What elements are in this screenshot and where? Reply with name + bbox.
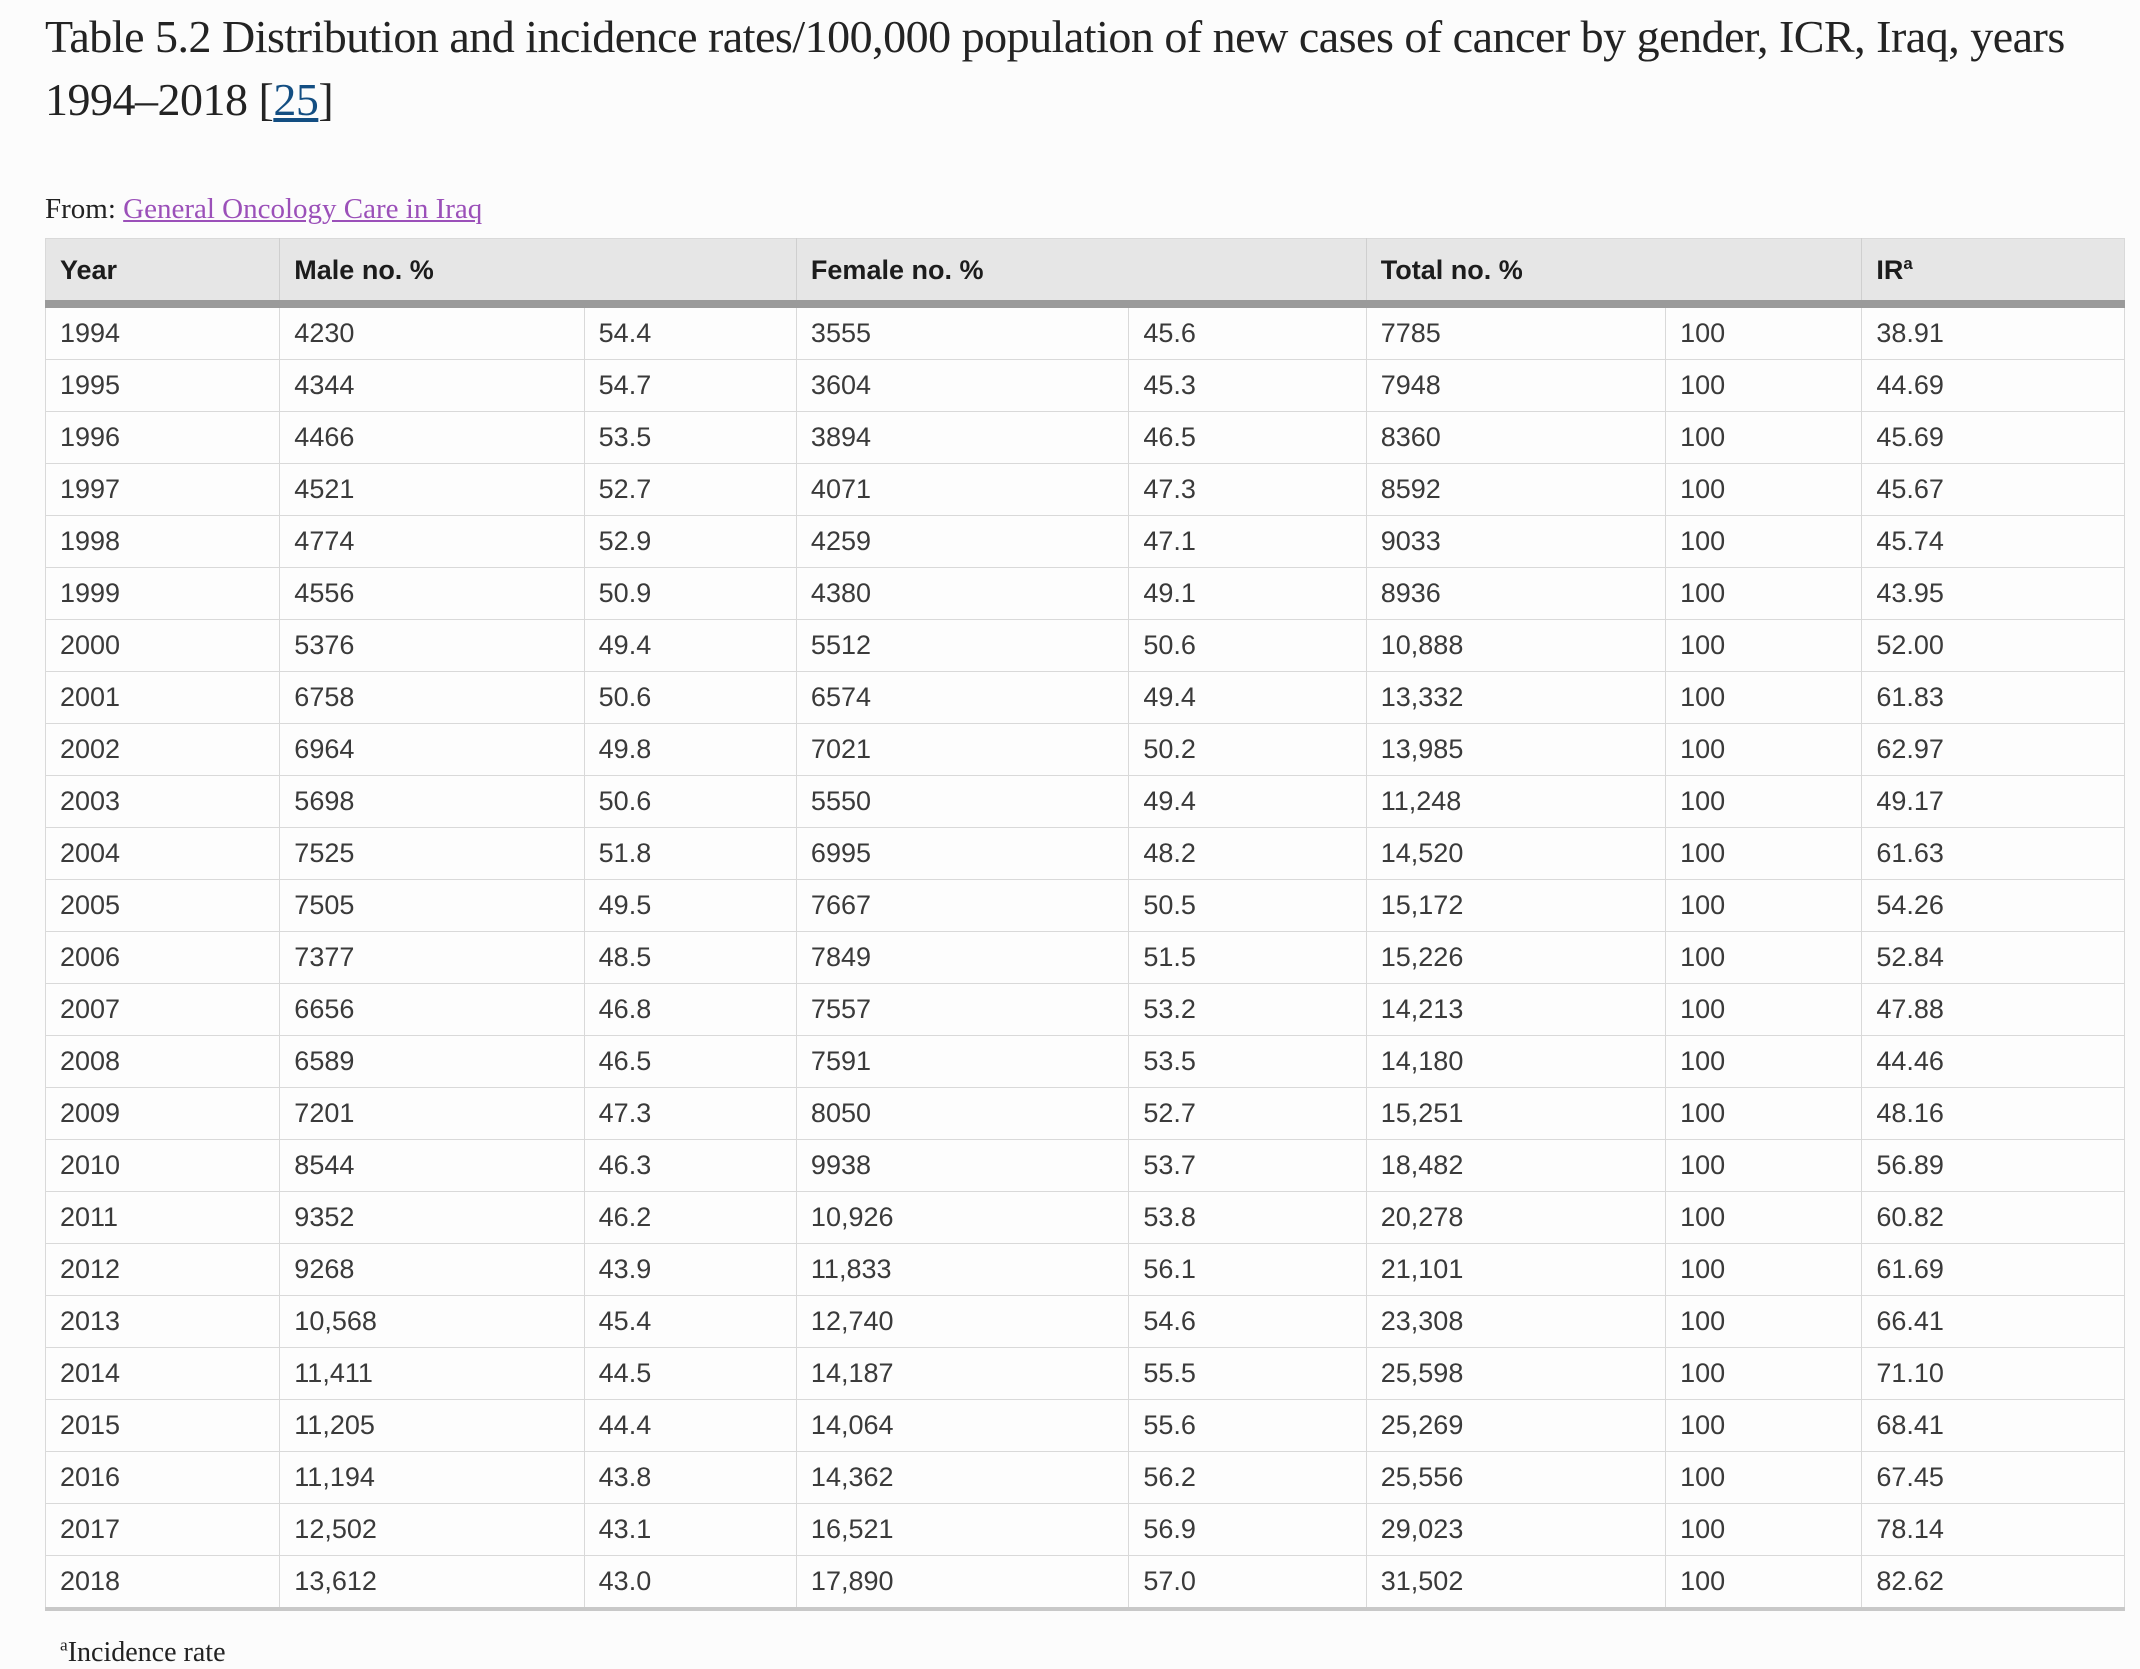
cell-value: 46.3 (584, 1140, 796, 1192)
cell-value: 7667 (796, 880, 1128, 932)
cell-value: 17,890 (796, 1556, 1128, 1610)
cell-value: 11,205 (280, 1400, 584, 1452)
cell-value: 45.6 (1129, 304, 1366, 360)
cell-value: 100 (1666, 1504, 1862, 1556)
cell-value: 5550 (796, 776, 1128, 828)
cell-value: 56.89 (1862, 1140, 2125, 1192)
cell-value: 13,612 (280, 1556, 584, 1610)
cell-value: 48.16 (1862, 1088, 2125, 1140)
cell-value: 61.63 (1862, 828, 2125, 880)
cell-year: 2014 (46, 1348, 280, 1400)
cell-value: 44.46 (1862, 1036, 2125, 1088)
cell-value: 100 (1666, 1400, 1862, 1452)
cell-value: 16,521 (796, 1504, 1128, 1556)
cell-value: 4071 (796, 464, 1128, 516)
cell-value: 100 (1666, 1140, 1862, 1192)
cell-value: 100 (1666, 516, 1862, 568)
cell-value: 49.17 (1862, 776, 2125, 828)
page-title (45, 5, 2085, 131)
cell-value: 45.4 (584, 1296, 796, 1348)
cell-value: 6964 (280, 724, 584, 776)
cell-value: 5698 (280, 776, 584, 828)
cell-value: 55.5 (1129, 1348, 1366, 1400)
cell-value: 49.1 (1129, 568, 1366, 620)
cell-year: 2009 (46, 1088, 280, 1140)
cell-value: 50.2 (1129, 724, 1366, 776)
cell-value: 49.4 (1129, 672, 1366, 724)
table-row (46, 360, 2125, 412)
cell-value: 7201 (280, 1088, 584, 1140)
cell-value: 52.84 (1862, 932, 2125, 984)
cell-year: 2003 (46, 776, 280, 828)
cell-value: 5512 (796, 620, 1128, 672)
cell-value: 52.7 (584, 464, 796, 516)
cell-value: 56.2 (1129, 1452, 1366, 1504)
table-row (46, 1504, 2125, 1556)
cell-value: 6995 (796, 828, 1128, 880)
cell-value: 100 (1666, 1452, 1862, 1504)
cell-value: 54.7 (584, 360, 796, 412)
cell-value: 11,833 (796, 1244, 1128, 1296)
cell-year: 1994 (60, 318, 121, 348)
cell-value: 46.2 (584, 1192, 796, 1244)
table-row (46, 1036, 2125, 1088)
col-header-total: Total no. % (1366, 239, 1862, 305)
cell-value: 15,251 (1366, 1088, 1665, 1140)
cell-value: 100 (1666, 1192, 1862, 1244)
cell-value: 29,023 (1366, 1504, 1665, 1556)
cell-value: 6758 (280, 672, 584, 724)
cell-value: 48.2 (1129, 828, 1366, 880)
cell-value: 4774 (280, 516, 584, 568)
cell-value: 7591 (796, 1036, 1128, 1088)
cell-value: 100 (1666, 412, 1862, 464)
cell-year: 1996 (46, 412, 280, 464)
cell-value: 100 (1666, 724, 1862, 776)
cell-value: 45.3 (1129, 360, 1366, 412)
cell-value: 12,502 (280, 1504, 584, 1556)
footnote-marker: a (60, 1635, 68, 1655)
cell-value: 23,308 (1366, 1296, 1665, 1348)
cell-value: 7785 (1366, 304, 1665, 360)
cell-value: 82.62 (1862, 1556, 2125, 1610)
cell-value: 9352 (280, 1192, 584, 1244)
cell-year: 1999 (46, 568, 280, 620)
cell-value: 44.5 (584, 1348, 796, 1400)
footnote (60, 1637, 2125, 1669)
table-row (46, 1296, 2125, 1348)
cell-value: 14,520 (1366, 828, 1665, 880)
cell-value: 53.5 (1129, 1036, 1366, 1088)
cell-value: 8592 (1366, 464, 1665, 516)
header-row (46, 239, 2125, 305)
table-row (46, 1348, 2125, 1400)
cell-value: 100 (1666, 672, 1862, 724)
source-line (45, 193, 2125, 226)
cell-value: 100 (1666, 464, 1862, 516)
table-row (46, 776, 2125, 828)
cell-value: 20,278 (1366, 1192, 1665, 1244)
cell-value: 5376 (280, 620, 584, 672)
cell-year: 2015 (46, 1400, 280, 1452)
col-header-year: Year (46, 239, 280, 305)
table-row (46, 1140, 2125, 1192)
cell-value: 51.8 (584, 828, 796, 880)
cell-value: 53.5 (584, 412, 796, 464)
cell-value: 43.95 (1862, 568, 2125, 620)
cell-value: 100 (1666, 360, 1862, 412)
cell-value: 43.8 (584, 1452, 796, 1504)
cell-value: 4521 (280, 464, 584, 516)
cell-value: 7377 (280, 932, 584, 984)
cell-value: 48.5 (584, 932, 796, 984)
cell-value: 4259 (796, 516, 1128, 568)
cell-value: 14,064 (796, 1400, 1128, 1452)
cell-value: 7525 (280, 828, 584, 880)
cell-value: 52.00 (1862, 620, 2125, 672)
cell-value: 15,172 (1366, 880, 1665, 932)
cell-value: 68.41 (1862, 1400, 2125, 1452)
cell-value: 55.6 (1129, 1400, 1366, 1452)
cell-value: 50.6 (584, 776, 796, 828)
cell-value: 21,101 (1366, 1244, 1665, 1296)
cell-value: 14,362 (796, 1452, 1128, 1504)
cell-value: 7849 (796, 932, 1128, 984)
cell-value: 9938 (796, 1140, 1128, 1192)
cell-year: 2010 (46, 1140, 280, 1192)
cell-value: 61.69 (1862, 1244, 2125, 1296)
cell-value: 47.88 (1862, 984, 2125, 1036)
cell-value: 100 (1666, 1244, 1862, 1296)
cell-value: 10,888 (1366, 620, 1665, 672)
cell-year: 2005 (46, 880, 280, 932)
cell-year: 1998 (46, 516, 280, 568)
cell-value: 67.45 (1862, 1452, 2125, 1504)
col-header-ir (1862, 239, 2125, 305)
cell-value: 54.4 (584, 304, 796, 360)
cell-year: 2011 (46, 1192, 280, 1244)
table-row (46, 568, 2125, 620)
cell-year: 2006 (46, 932, 280, 984)
cell-value: 6574 (796, 672, 1128, 724)
cell-value: 62.97 (1862, 724, 2125, 776)
cell-year: 2007 (46, 984, 280, 1036)
cell-value: 4344 (280, 360, 584, 412)
cell-value: 47.1 (1129, 516, 1366, 568)
table-row (46, 880, 2125, 932)
cell-value: 6589 (280, 1036, 584, 1088)
cell-value: 100 (1666, 828, 1862, 880)
cell-value: 52.9 (584, 516, 796, 568)
cell-value: 54.6 (1129, 1296, 1366, 1348)
cell-value: 43.9 (584, 1244, 796, 1296)
cell-value: 50.6 (584, 672, 796, 724)
cell-value: 18,482 (1366, 1140, 1665, 1192)
cell-value: 56.9 (1129, 1504, 1366, 1556)
cell-value: 4230 (280, 304, 584, 360)
cell-value: 3894 (796, 412, 1128, 464)
from-label: From: (45, 193, 124, 225)
cell-value: 71.10 (1862, 1348, 2125, 1400)
cell-value: 53.7 (1129, 1140, 1366, 1192)
cell-value: 66.41 (1862, 1296, 2125, 1348)
cell-year: 2000 (46, 620, 280, 672)
col-header-male: Male no. % (280, 239, 797, 305)
cell-value: 9033 (1366, 516, 1665, 568)
cell-year: 2017 (46, 1504, 280, 1556)
cell-value: 100 (1666, 1296, 1862, 1348)
cell-value: 8360 (1366, 412, 1665, 464)
footnote-text: Incidence rate (67, 1637, 226, 1668)
cell-value: 45.74 (1862, 516, 2125, 568)
table-row (46, 304, 2125, 360)
cell-value: 7557 (796, 984, 1128, 1036)
ir-header-text: IR (1876, 255, 1904, 285)
table-row (46, 1556, 2125, 1610)
cell-value: 11,194 (280, 1452, 584, 1504)
citation-bracket-open: [ (258, 74, 274, 125)
cell-value: 7021 (796, 724, 1128, 776)
cell-value: 50.9 (584, 568, 796, 620)
cell-value: 7505 (280, 880, 584, 932)
cell-value: 25,269 (1366, 1400, 1665, 1452)
cell-value: 53.2 (1129, 984, 1366, 1036)
cell-year: 2018 (46, 1556, 280, 1610)
cell-value: 43.0 (584, 1556, 796, 1610)
cell-value: 100 (1666, 620, 1862, 672)
cell-value: 25,556 (1366, 1452, 1665, 1504)
table-row (46, 672, 2125, 724)
cell-value: 14,180 (1366, 1036, 1665, 1088)
cell-year: 1997 (46, 464, 280, 516)
cell-value: 78.14 (1862, 1504, 2125, 1556)
cell-value: 11,411 (280, 1348, 584, 1400)
cell-value: 14,213 (1366, 984, 1665, 1036)
cell-value: 44.69 (1862, 360, 2125, 412)
cell-year: 2008 (46, 1036, 280, 1088)
table-row (46, 1088, 2125, 1140)
cell-value: 10,926 (796, 1192, 1128, 1244)
cell-value: 13,332 (1366, 672, 1665, 724)
cell-value: 100 (1666, 1556, 1862, 1610)
cell-year: 2002 (46, 724, 280, 776)
cell-value: 100 (1666, 1348, 1862, 1400)
cell-value: 47.3 (584, 1088, 796, 1140)
cell-value: 52.7 (1129, 1088, 1366, 1140)
cell-value: 4556 (280, 568, 584, 620)
table-row (46, 932, 2125, 984)
cell-year: 2012 (46, 1244, 280, 1296)
cell-value: 9268 (280, 1244, 584, 1296)
table-row (46, 412, 2125, 464)
cell-value: 46.8 (584, 984, 796, 1036)
cell-year: 2016 (46, 1452, 280, 1504)
cell-year: 1995 (46, 360, 280, 412)
cell-value: 61.83 (1862, 672, 2125, 724)
cell-value: 100 (1666, 932, 1862, 984)
cell-value: 7948 (1366, 360, 1665, 412)
table-row (46, 724, 2125, 776)
cell-value: 50.5 (1129, 880, 1366, 932)
cell-value: 100 (1666, 984, 1862, 1036)
cell-value: 3555 (796, 304, 1128, 360)
cell-year: 2004 (46, 828, 280, 880)
cell-value: 100 (1666, 304, 1862, 360)
cell-value: 31,502 (1366, 1556, 1665, 1610)
table-row (46, 984, 2125, 1036)
table-body (46, 304, 2125, 1609)
cell-value: 4380 (796, 568, 1128, 620)
cell-value: 25,598 (1366, 1348, 1665, 1400)
table-row (46, 620, 2125, 672)
cell-value: 47.3 (1129, 464, 1366, 516)
cell-value: 3604 (796, 360, 1128, 412)
cell-value: 49.5 (584, 880, 796, 932)
cell-value: 100 (1666, 568, 1862, 620)
cell-value: 11,248 (1366, 776, 1665, 828)
cell-value: 53.8 (1129, 1192, 1366, 1244)
book-title-link[interactable]: General Oncology Care in Iraq (123, 193, 483, 225)
cell-value: 46.5 (1129, 412, 1366, 464)
table-row (46, 1192, 2125, 1244)
table-row (46, 464, 2125, 516)
cell-year: 2013 (46, 1296, 280, 1348)
cell-value: 51.5 (1129, 932, 1366, 984)
cell-value: 15,226 (1366, 932, 1665, 984)
cell-value: 46.5 (584, 1036, 796, 1088)
cell-value: 100 (1666, 1088, 1862, 1140)
ir-header-superscript: a (1903, 254, 1913, 273)
cell-value: 6656 (280, 984, 584, 1036)
cell-value: 10,568 (280, 1296, 584, 1348)
table-row (46, 1400, 2125, 1452)
cell-value: 100 (1666, 880, 1862, 932)
cell-value: 45.67 (1862, 464, 2125, 516)
cell-value: 49.8 (584, 724, 796, 776)
cell-value: 14,187 (796, 1348, 1128, 1400)
cell-value: 57.0 (1129, 1556, 1366, 1610)
col-header-female: Female no. % (796, 239, 1366, 305)
cell-value: 44.4 (584, 1400, 796, 1452)
table-row (46, 1244, 2125, 1296)
table-row (46, 516, 2125, 568)
cell-value: 100 (1666, 776, 1862, 828)
cell-value: 13,985 (1366, 724, 1665, 776)
cell-value: 60.82 (1862, 1192, 2125, 1244)
cell-value: 8050 (796, 1088, 1128, 1140)
cell-value: 54.26 (1862, 880, 2125, 932)
cell-value: 56.1 (1129, 1244, 1366, 1296)
cell-value: 38.91 (1862, 304, 2125, 360)
title-text: Table 5.2 Distribution and incidence rates/100,000 population of new cases of cancer by gender, ICR, Iraq, years 1994–2018 (45, 11, 2065, 125)
cell-value: 50.6 (1129, 620, 1366, 672)
table-row (46, 1452, 2125, 1504)
cell-value: 49.4 (584, 620, 796, 672)
citation-link[interactable]: 25 (273, 74, 319, 125)
cell-value: 4466 (280, 412, 584, 464)
cell-value: 12,740 (796, 1296, 1128, 1348)
citation-bracket-close: ] (318, 74, 334, 125)
cell-value: 45.69 (1862, 412, 2125, 464)
data-table (45, 238, 2125, 1611)
cell-value: 43.1 (584, 1504, 796, 1556)
table-row (46, 828, 2125, 880)
cell-value: 49.4 (1129, 776, 1366, 828)
cell-year: 2001 (46, 672, 280, 724)
cell-value: 8936 (1366, 568, 1665, 620)
cell-value: 8544 (280, 1140, 584, 1192)
cell-value: 100 (1666, 1036, 1862, 1088)
